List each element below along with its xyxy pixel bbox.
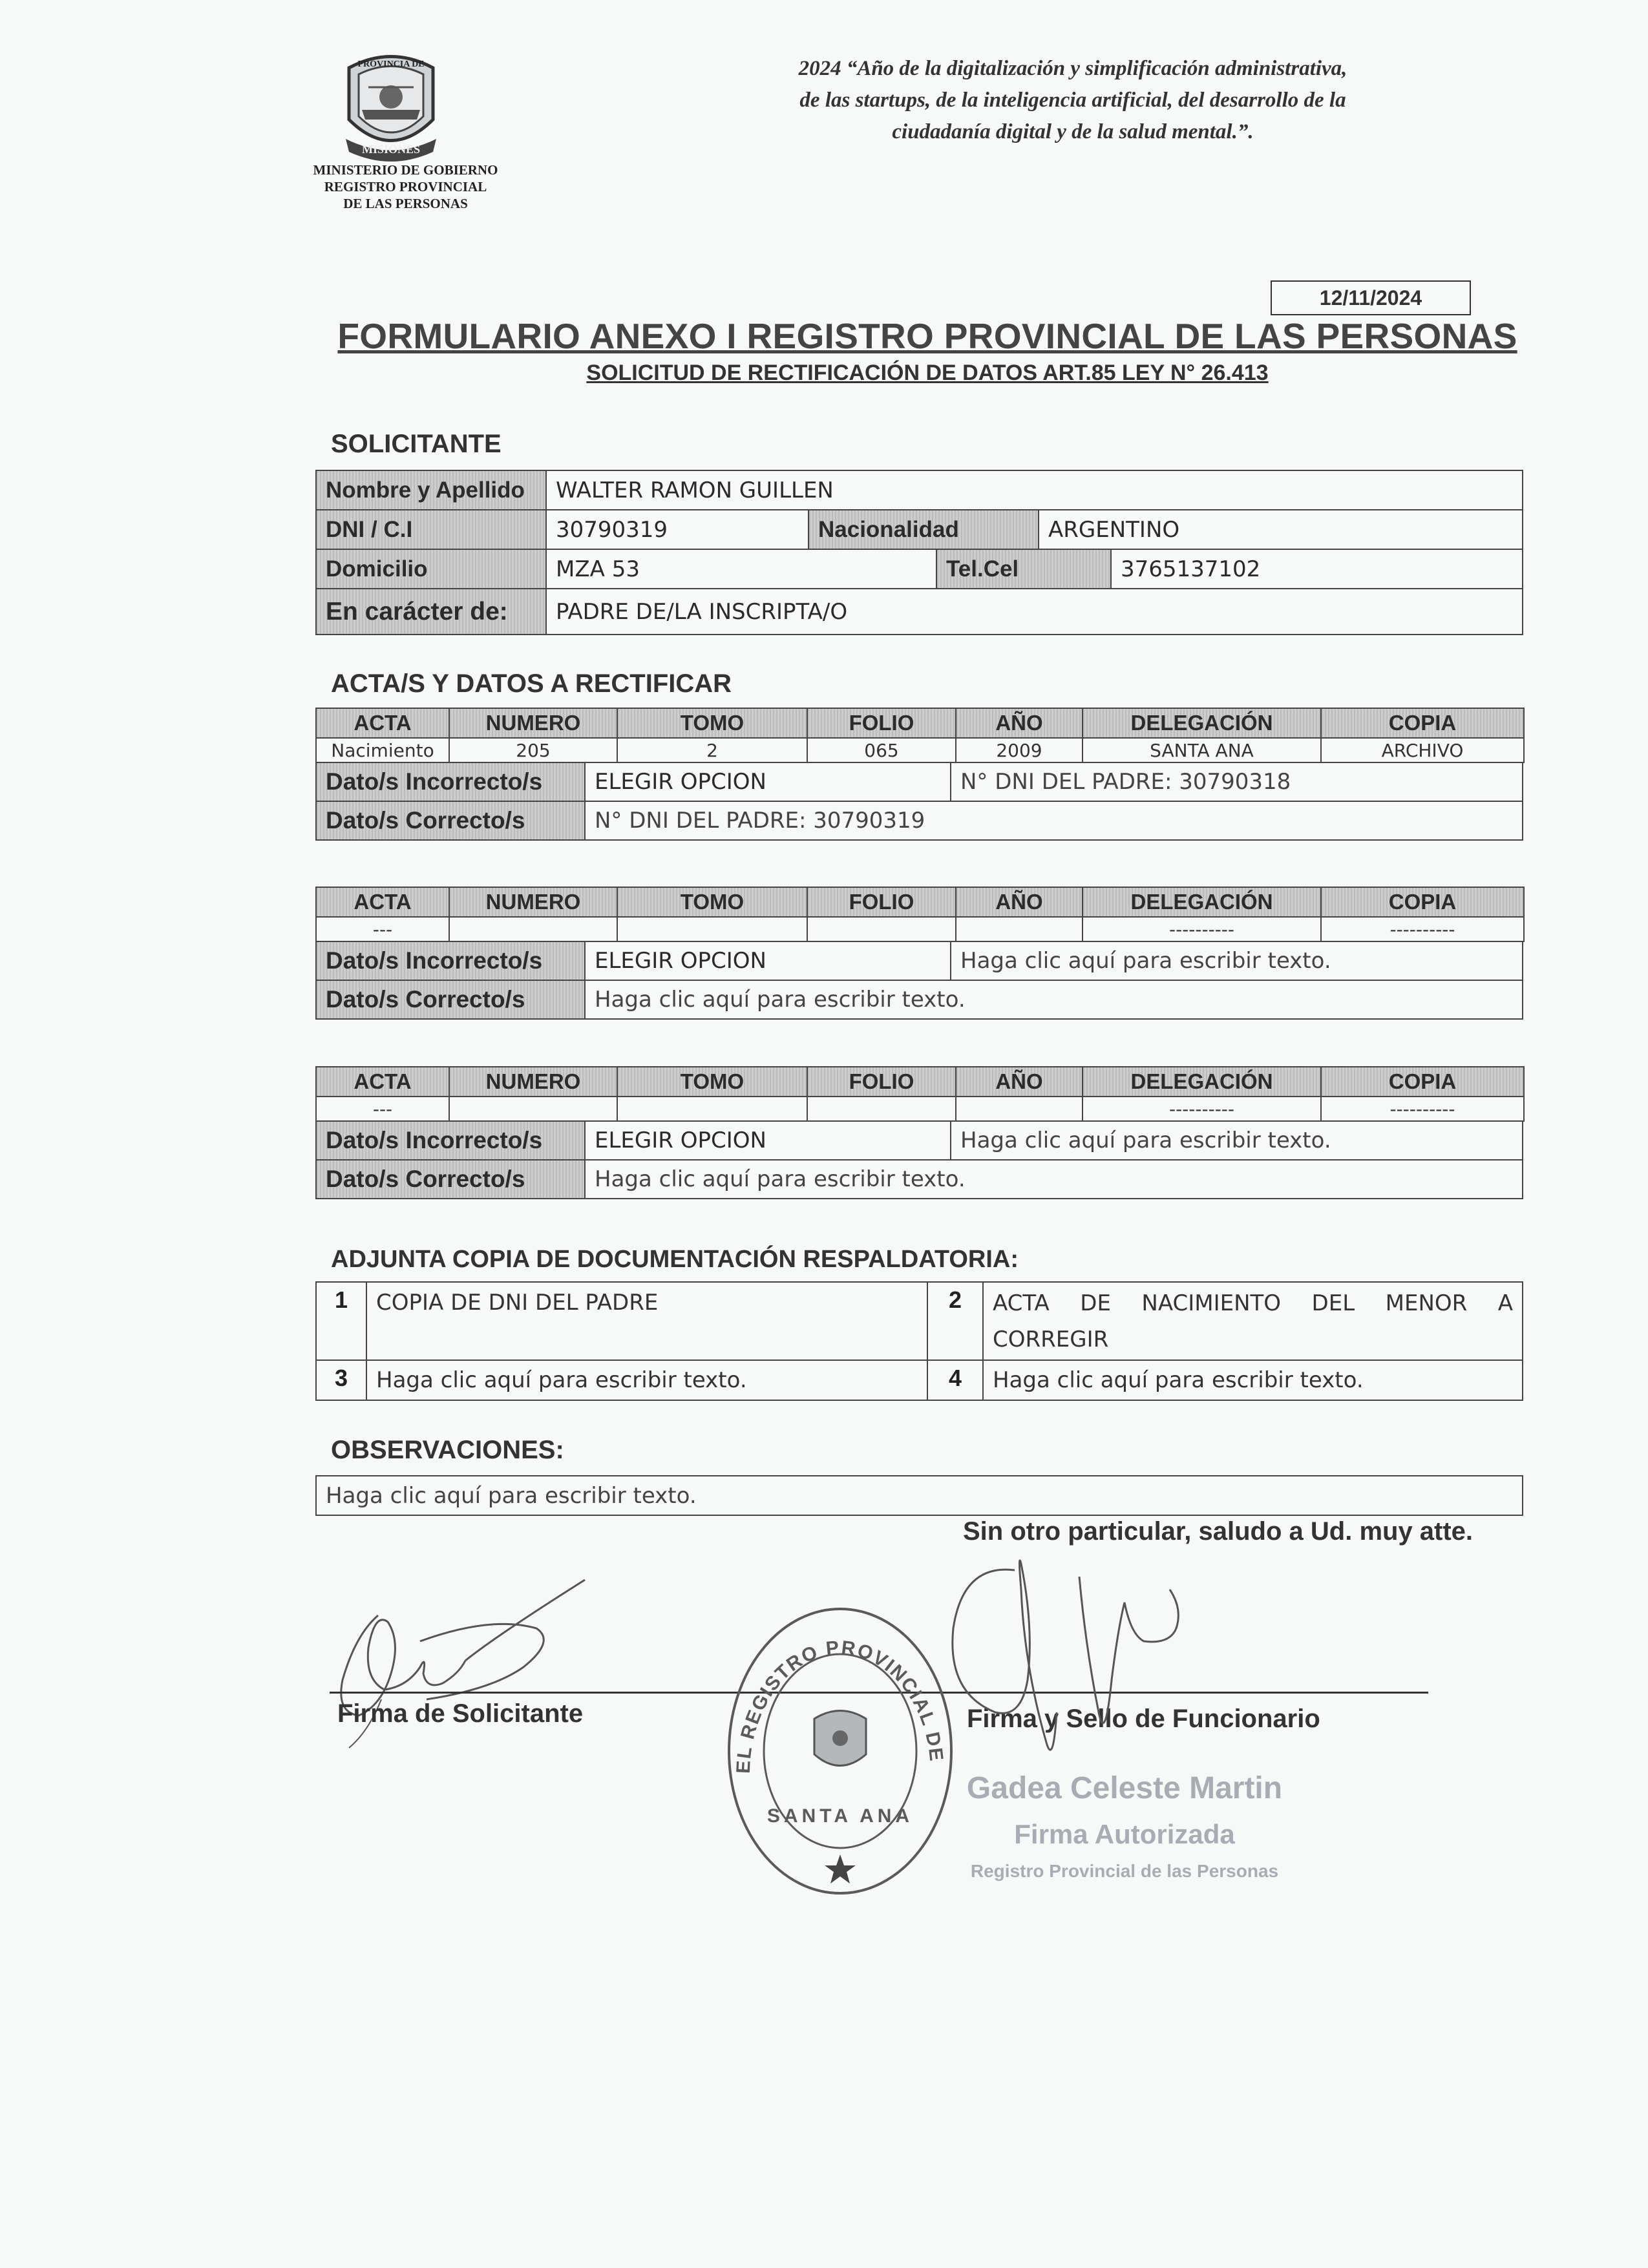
name-label: Nombre y Apellido bbox=[315, 470, 547, 510]
acta-field-folio[interactable] bbox=[807, 1096, 956, 1122]
acta-field-copia[interactable]: ARCHIVO bbox=[1320, 737, 1525, 763]
acta-field-folio[interactable] bbox=[807, 916, 956, 942]
acta-header-tomo: TOMO bbox=[617, 887, 808, 918]
acta-header-numero: NUMERO bbox=[449, 1066, 618, 1097]
acta-header-copia: COPIA bbox=[1320, 887, 1525, 918]
province-crest-logo bbox=[336, 48, 446, 158]
acta-field-anio[interactable]: 2009 bbox=[955, 737, 1083, 763]
stamp-outer-text: DELEGACION DEL REGISTRO PROVINCIAL DE LAS PERSONAS bbox=[715, 1582, 947, 1774]
form-title: FORMULARIO ANEXO I REGISTRO PROVINCIAL DE LAS PERSONAS bbox=[337, 316, 1517, 356]
official-role-stamp: Firma Autorizada bbox=[1014, 1819, 1235, 1849]
attachment-number: 4 bbox=[927, 1360, 984, 1401]
dni-field[interactable]: 30790319 bbox=[545, 509, 809, 550]
attachment-field-3[interactable]: Haga clic aquí para escribir texto. bbox=[366, 1360, 928, 1401]
attachment-number: 2 bbox=[927, 1281, 984, 1361]
crest-top-text: PROVINCIA DE bbox=[357, 59, 425, 69]
phone-field[interactable]: 3765137102 bbox=[1110, 549, 1523, 589]
observations-heading: OBSERVACIONES: bbox=[331, 1436, 564, 1464]
acta-header-acta: ACTA bbox=[315, 887, 450, 918]
correct-data-label: Dato/s Correcto/s bbox=[315, 801, 586, 841]
official-registry-stamp: Registro Provincial de las Personas bbox=[970, 1861, 1279, 1881]
correct-data-label: Dato/s Correcto/s bbox=[315, 1159, 586, 1199]
acta-field-copia[interactable]: ---------- bbox=[1320, 916, 1525, 942]
acta-header-folio: FOLIO bbox=[807, 1066, 956, 1097]
incorrect-option-dropdown[interactable]: ELEGIR OPCION bbox=[584, 941, 951, 981]
acta-header-delegacion: DELEGACIÓN bbox=[1082, 1066, 1322, 1097]
incorrect-data-field[interactable]: Haga clic aquí para escribir texto. bbox=[950, 1120, 1523, 1160]
official-name-stamp: Gadea Celeste Martin bbox=[966, 1771, 1283, 1805]
acta-header-numero: NUMERO bbox=[449, 708, 618, 739]
solicitante-heading: SOLICITANTE bbox=[331, 430, 502, 458]
incorrect-option-dropdown[interactable]: ELEGIR OPCION bbox=[584, 1120, 951, 1160]
acta-field-numero[interactable] bbox=[449, 1096, 618, 1122]
acta-header-numero: NUMERO bbox=[449, 887, 618, 918]
incorrect-data-label: Dato/s Incorrecto/s bbox=[315, 941, 586, 981]
acta-header-tomo: TOMO bbox=[617, 708, 808, 739]
incorrect-data-label: Dato/s Incorrecto/s bbox=[315, 762, 586, 802]
ministry-name: MINISTERIO DE GOBIERNO REGISTRO PROVINCIAL DE LAS PERSONAS bbox=[313, 162, 498, 211]
correct-data-field[interactable]: Haga clic aquí para escribir texto. bbox=[584, 1159, 1523, 1199]
acta-header-copia: COPIA bbox=[1320, 1066, 1525, 1097]
acta-header-folio: FOLIO bbox=[807, 887, 956, 918]
closing-text: Sin otro particular, saludo a Ud. muy atte. bbox=[963, 1517, 1474, 1546]
capacity-label: En carácter de: bbox=[315, 588, 547, 635]
acta-field-acta[interactable]: --- bbox=[315, 1096, 450, 1122]
correct-data-field[interactable]: N° DNI DEL PADRE: 30790319 bbox=[584, 801, 1523, 841]
address-label: Domicilio bbox=[315, 549, 547, 589]
nationality-label: Nacionalidad bbox=[808, 509, 1039, 550]
correct-data-label: Dato/s Correcto/s bbox=[315, 980, 586, 1020]
applicant-signature bbox=[330, 1577, 601, 1758]
acta-header-anio: AÑO bbox=[955, 887, 1083, 918]
official-signature bbox=[950, 1551, 1209, 1770]
incorrect-data-field[interactable]: Haga clic aquí para escribir texto. bbox=[950, 941, 1523, 981]
acta-header-acta: ACTA bbox=[315, 708, 450, 739]
delegation-round-stamp bbox=[715, 1582, 956, 1896]
correct-data-field[interactable]: Haga clic aquí para escribir texto. bbox=[584, 980, 1523, 1020]
acta-field-numero[interactable] bbox=[449, 916, 618, 942]
incorrect-data-field[interactable]: N° DNI DEL PADRE: 30790318 bbox=[950, 762, 1523, 802]
date-field[interactable]: 12/11/2024 bbox=[1271, 280, 1471, 315]
acta-field-acta[interactable]: Nacimiento bbox=[315, 737, 450, 763]
address-field[interactable]: MZA 53 bbox=[545, 549, 937, 589]
acta-field-folio[interactable]: 065 bbox=[807, 737, 956, 763]
incorrect-option-dropdown[interactable]: ELEGIR OPCION bbox=[584, 762, 951, 802]
acta-field-tomo[interactable]: 2 bbox=[617, 737, 808, 763]
nationality-field[interactable]: ARGENTINO bbox=[1038, 509, 1523, 550]
attachment-field-4[interactable]: Haga clic aquí para escribir texto. bbox=[982, 1360, 1523, 1401]
acta-field-numero[interactable]: 205 bbox=[449, 737, 618, 763]
stamp-inner-text: SANTA ANA bbox=[766, 1805, 914, 1827]
attachment-field-2[interactable]: ACTA DE NACIMIENTO DEL MENOR A CORREGIR bbox=[982, 1281, 1523, 1361]
incorrect-data-label: Dato/s Incorrecto/s bbox=[315, 1120, 586, 1160]
acta-field-delegacion[interactable]: ---------- bbox=[1082, 1096, 1322, 1122]
acta-header-folio: FOLIO bbox=[807, 708, 956, 739]
acta-field-anio[interactable] bbox=[955, 1096, 1083, 1122]
acta-header-delegacion: DELEGACIÓN bbox=[1082, 708, 1322, 739]
official-signature-label: Firma y Sello de Funcionario bbox=[967, 1705, 1320, 1733]
acta-field-copia[interactable]: ---------- bbox=[1320, 1096, 1525, 1122]
year-motto: 2024 “Año de la digitalización y simplificación administrativa, de las startups, de la inteligencia artificial, del desarrollo de la ciudadanía digital y de la salud mental.”. bbox=[798, 57, 1347, 143]
actas-heading: ACTA/S Y DATOS A RECTIFICAR bbox=[331, 669, 732, 698]
acta-header-anio: AÑO bbox=[955, 708, 1083, 739]
attachment-number: 1 bbox=[315, 1281, 367, 1361]
acta-field-tomo[interactable] bbox=[617, 916, 808, 942]
phone-label: Tel.Cel bbox=[936, 549, 1112, 589]
applicant-signature-label: Firma de Solicitante bbox=[337, 1699, 584, 1728]
form-subtitle: SOLICITUD DE RECTIFICACIÓN DE DATOS ART.85 LEY N° 26.413 bbox=[586, 361, 1269, 385]
acta-field-anio[interactable] bbox=[955, 916, 1083, 942]
signature-line-end bbox=[1370, 1692, 1428, 1694]
crest-bottom-text: MISIONES bbox=[361, 143, 421, 156]
acta-header-acta: ACTA bbox=[315, 1066, 450, 1097]
capacity-field[interactable]: PADRE DE/LA INSCRIPTA/O bbox=[545, 588, 1523, 635]
name-field[interactable]: WALTER RAMON GUILLEN bbox=[545, 470, 1523, 510]
acta-field-delegacion[interactable]: ---------- bbox=[1082, 916, 1322, 942]
acta-field-delegacion[interactable]: SANTA ANA bbox=[1082, 737, 1322, 763]
acta-header-delegacion: DELEGACIÓN bbox=[1082, 887, 1322, 918]
stamp-star-icon bbox=[825, 1854, 856, 1884]
dni-label: DNI / C.I bbox=[315, 509, 547, 550]
attachments-heading: ADJUNTA COPIA DE DOCUMENTACIÓN RESPALDATORIA: bbox=[331, 1246, 1019, 1273]
acta-field-tomo[interactable] bbox=[617, 1096, 808, 1122]
attachment-field-1[interactable]: COPIA DE DNI DEL PADRE bbox=[366, 1281, 928, 1361]
acta-header-tomo: TOMO bbox=[617, 1066, 808, 1097]
acta-header-anio: AÑO bbox=[955, 1066, 1083, 1097]
acta-field-acta[interactable]: --- bbox=[315, 916, 450, 942]
attachment-number: 3 bbox=[315, 1360, 367, 1401]
acta-header-copia: COPIA bbox=[1320, 708, 1525, 739]
observations-field[interactable]: Haga clic aquí para escribir texto. bbox=[315, 1475, 1523, 1516]
